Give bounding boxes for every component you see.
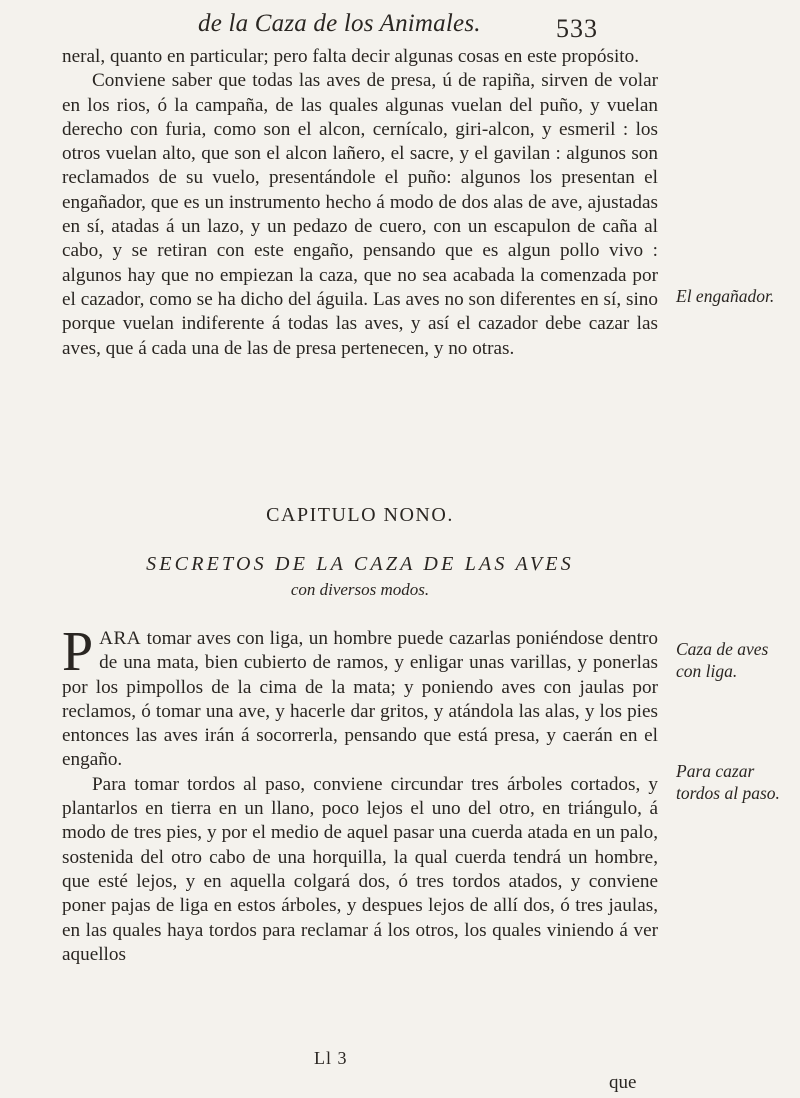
margin-note-tordos: Para cazar tordos al paso. [676, 761, 780, 803]
chapter-title: SECRETOS DE LA CAZA DE LAS AVES [146, 553, 574, 575]
paragraph-caza-con-liga [62, 621, 658, 773]
chapter-heading: CAPITULO NONO. [266, 504, 454, 526]
drop-cap: P [62, 621, 94, 683]
page-number: 533 [556, 14, 598, 43]
chapter-body [62, 621, 658, 967]
paragraph-continuation: neral, quanto en particular; pero falta decir algunas cosas en este propósito. [62, 46, 640, 67]
catchword: que [609, 1072, 637, 1093]
paragraph-text: tomar aves con liga, un hombre puede cazarlas poniéndose dentro de una mata, bien cubierto de ramos, y enligar unas varillas, y ponerlas por los pimpollos de la cima de la mata; y poniendo aves con jaulas por reclamos, ó tomar una ave, y hacerle dar gritos, y atándola las alas, y los pies entonces las aves irán á socorrerla, pensando que está presa, y caerán en el engaño. [62, 628, 658, 771]
opening-paragraphs [62, 45, 658, 361]
signature-mark: Ll 3 [314, 1048, 348, 1068]
small-caps-opening: ARA [99, 628, 142, 649]
paragraph-tordos: Para tomar tordos al paso, conviene circundar tres árboles cortados, y plantarlos en tierra en un llano, poco lejos el uno del otro, en triángulo, á modo de tres pies, y por el medio de aquel pasar una cuerda atada en un palo, sostenida del otro cabo de una horquilla, la qual cuerda tendrá un hombre, que esté lejos, y en aquella colgará dos, ó tres tordos atados, y conviene poner pajas de liga en estos árboles, y despues lejos de allí dos, ó tres jaulas, en las quales haya tordos para reclamar á los otros, los quales viniendo á ver aquellos [62, 773, 658, 965]
running-head-title: de la Caza de los Animales. [198, 10, 481, 37]
chapter-subtitle: con diversos modos. [290, 580, 430, 599]
paragraph-aves-de-presa: Conviene saber que todas las aves de presa, ú de rapiña, sirven de volar en los rios, ó la campaña, de las quales algunas vuelan del puño, y vuelan derecho con furia, como son el alcon, cernícalo, giri-alcon, y esmeril : los otros vuelan alto, que son el alcon lañero, el sacre, y el gavilan : algunos son reclamados de su vuelo, presentándole el puño: algunos los presentan el engañador, que es un instrumento hecho á modo de dos alas de ave, ajustadas en sí, atadas á un lazo, y un pedazo de cuero, con un escapulon de caña al cabo, y se retiran con este engaño, pensando que es algun pollo vivo : algunos hay que no empiezan la caza, que no sea acabada la comenzada por el cazador, como se ha dicho del águila. Las aves no son diferentes en sí, sino porque vuelan indiferente á todas las aves, y así el cazador debe cazar las aves, que á cada una de las de presa pertenecen, y no otras. [62, 70, 658, 359]
margin-note-enganador: El engañador. [676, 286, 775, 306]
running-head [0, 8, 800, 44]
margin-note-caza-con-liga: Caza de aves con liga. [676, 639, 769, 681]
